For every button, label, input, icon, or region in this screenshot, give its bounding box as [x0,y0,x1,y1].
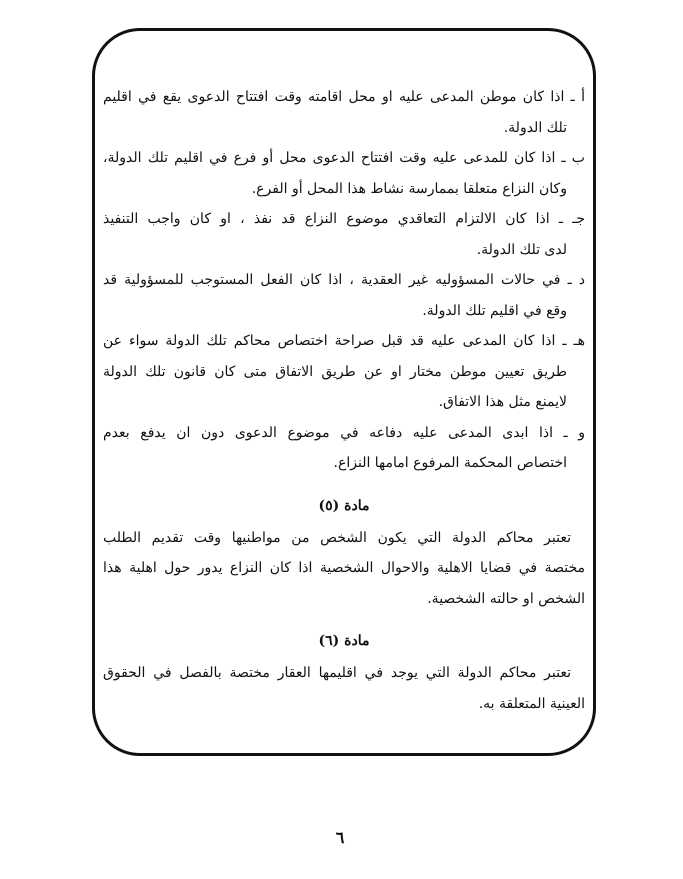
clause-b [103,143,585,204]
article-heading: مادة (٥) [318,497,370,514]
text-line: مختصة في قضايا الاهلية والاحوال الشخصية اذا كان النزاع يدور حول اهلية هذا [103,560,585,576]
page-number: ٦ [335,828,345,847]
text-line: طريق تعيين موطن مختار او عن طريق الاتفاق متى كان قانون تلك الدولة [103,363,567,380]
clause-a [103,82,585,143]
text-line: وكان النزاع متعلقا بممارسة نشاط هذا المحل أو الفرع. [251,180,567,197]
text-line: لدى تلك الدولة. [476,241,567,258]
text-line: لايمنع مثل هذا الاتفاق. [438,394,567,410]
clause-c [103,204,585,265]
text-line: تعتبر محاكم الدولة التي يوجد في اقليمها العقار مختصة بالفصل في الحقوق [103,665,571,681]
text-line: ب ـ اذا كان للمدعى عليه وقت افتتاح الدعوى محل أو فرع في اقليم تلك الدولة، [103,150,585,166]
article-6 [103,624,585,719]
text-line: هـ ـ اذا كان المدعى عليه قد قبل صراحة اختصاص محاكم تلك الدولة سواء عن [103,333,585,349]
article-heading: مادة (٦) [318,633,370,649]
article-5 [103,489,585,615]
text-line: و ـ اذا ابدى المدعى عليه دفاعه في موضوع الدعوى دون ان يدفع بعدم [103,424,585,441]
text-line: اختصاص المحكمة المرفوع امامها النزاع. [333,455,567,471]
text-line: د ـ في حالات المسؤوليه غير العقدية ، اذا كان الفعل المستوجب للمسؤولية قد [103,272,585,288]
clause-d [103,265,585,326]
clause-w [103,418,585,479]
text-line: جـ ـ اذا كان الالتزام التعاقدي موضوع النزاع قد نفذ ، او كان واجب التنفيذ [103,211,585,227]
text-line: أ ـ اذا كان موطن المدعى عليه او محل اقامته وقت افتتاح الدعوى يقع في اقليم [103,89,585,105]
text-line: تعتبر محاكم الدولة التي يكون الشخص من مواطنيها وقت تقديم الطلب [103,529,571,546]
text-line: تلك الدولة. [503,119,567,136]
clause-h [103,326,585,418]
text-line: الشخص او حالته الشخصية. [427,590,585,607]
text-line: العينية المتعلقة به. [478,695,585,712]
document-body [103,82,585,719]
text-line: وقع في اقليم تلك الدولة. [422,302,567,319]
